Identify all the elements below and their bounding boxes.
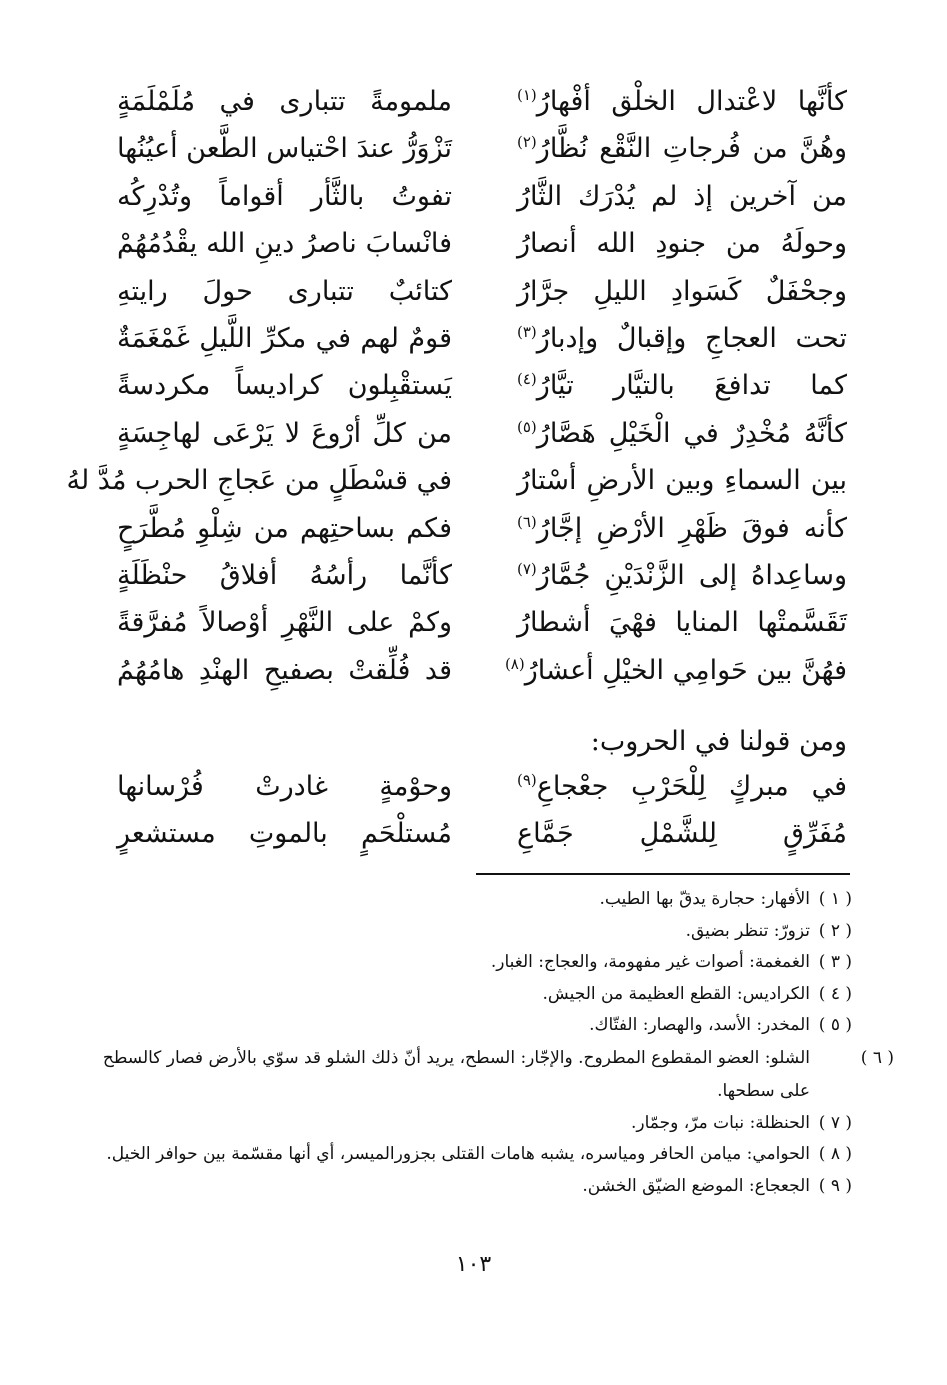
verse-second-hemistich [517, 173, 847, 220]
verse-first-hemistich: تفوتُ بالثَّأر أقواماً وتُدْرِكُه [117, 180, 452, 212]
verse-second-hemistich [504, 647, 847, 694]
verse-second-hemistich [517, 457, 847, 504]
footnote-number: ( ٥ ) [818, 1015, 852, 1035]
verse-second-hemistich [517, 505, 847, 552]
verse-first-hemistich: قومٌ لهم في مكرِّ اللَّيلِ غَمْغَمَةٌ [117, 322, 452, 354]
verse-first-hemistich: فانْسابَ ناصرُ دينِ الله يقْدُمُهُمْ [117, 228, 452, 260]
footnote-text: الحنظلة: نبات مرّ، وجمّار. [631, 1112, 810, 1133]
hemistich-text: تَقَسَّمتْها المنايا فهْيَ أشطارُ [517, 607, 847, 639]
verse-first-hemistich: تَزْوَرُّ عندَ احْتياس الطَّعن أعيُنُها [117, 133, 452, 165]
footnote-text: الشلو: العضو المقطوع المطروح. والإجّار: السطح، يريد أنّ ذلك الشلو قد سوّي بالأرض فصار كالسطح على سطحها. [102, 1047, 810, 1101]
footnote-number: ( ٢ ) [818, 920, 852, 941]
footnote-divider [476, 873, 850, 875]
verse-second-hemistich [517, 315, 847, 362]
verse-first-hemistich: في قسْطَلٍ من عَجاجِ الحرب مُدَّ لهُ [66, 465, 452, 497]
hemistich-text: من آخرين إذ لم يُدْرَك الثَّارُ [517, 180, 847, 212]
verse-line [0, 457, 947, 504]
footnote-marker: (٤) [517, 370, 537, 389]
footnote-item [92, 1108, 852, 1140]
footnote-marker: (٢) [517, 133, 537, 152]
verse-line [0, 552, 947, 599]
verse-first-hemistich: من كلِّ أرْوعَ لا يَرْعَى لهاجِسَةٍ [117, 417, 452, 449]
verse-line [0, 125, 947, 172]
verse-first-hemistich: كأنَّما رأسُهُ أفلاقُ حنْظَلَةٍ [117, 559, 452, 591]
verse-line [0, 599, 947, 646]
verse-first-hemistich: كتائبٌ تتبارى حولَ رايتهِ [117, 275, 452, 307]
verse-line [0, 315, 947, 362]
section-intro: ومن قولنا في الحروب: [590, 726, 847, 757]
hemistich-text: وساعِداهُ إلى الزَّنْدَيْنِ جُمَّارُ [536, 559, 847, 591]
verse-first-hemistich: وكمْ على النَّهْرِ أوْصالاً مُفرَّقةً [117, 607, 452, 639]
verse-line [0, 362, 947, 409]
footnote-text: الأفهار: حجارة يدقّ بها الطيب. [599, 889, 810, 909]
hemistich-text: وحولَهُ من جنودِ الله أنصارُ [517, 228, 847, 260]
verse-line [0, 410, 947, 457]
verse-line [0, 78, 947, 125]
verse-first-hemistich: فكم بساحتِهم من شِلْوِ مُطَّرَحٍ [117, 512, 452, 544]
footnote-marker: (٩) [517, 771, 537, 789]
poem-block [0, 78, 947, 694]
footnote-number: ( ٩ ) [818, 1175, 852, 1196]
hemistich-text: تحت العجاجِ وإقبالٌ وإدبارُ [536, 322, 847, 354]
footnote-marker: (٦) [517, 512, 537, 531]
footnotes-block [92, 884, 894, 1202]
footnote-item [92, 884, 852, 916]
footnote-text: الكراديس: القطع العظيمة من الجيش. [542, 983, 810, 1004]
footnote-text: تزورّ: تنظر بضيق. [685, 920, 810, 941]
verse-second-hemistich [517, 763, 847, 810]
footnote-number: ( ٧ ) [818, 1112, 852, 1133]
footnote-number: ( ٣ ) [818, 952, 852, 972]
footnote-marker: (١) [517, 86, 537, 104]
verse-line [0, 268, 947, 315]
footnote-text: المخدر: الأسد، والهصار: الفتّاك. [589, 1015, 810, 1035]
hemistich-text: كما تدافعَ بالتيَّار تيَّارُ [536, 370, 847, 402]
verse-line [0, 220, 947, 267]
verse-second-hemistich [517, 810, 847, 857]
verse-second-hemistich [517, 599, 847, 646]
verse-first-hemistich: وحوْمةٍ غادرتْ فُرْسانها [117, 771, 452, 802]
hemistich-text: بين السماءِ وبين الأرضِ أسْتارُ [517, 465, 847, 497]
verse-first-hemistich: ملمومةً تتبارى في مُلَمْلَمَةٍ [117, 86, 452, 117]
verse-second-hemistich [517, 220, 847, 267]
hemistich-text: مُفَرِّقٍ لِلشَّمْلِ جَمَّاعِ [517, 818, 847, 850]
footnote-marker: (٣) [517, 322, 537, 341]
hemistich-text: وجحْفَلٌ كَسَوادِ الليلِ جرَّارُ [517, 275, 847, 307]
footnote-item [92, 1139, 852, 1171]
footnote-text: الجعجاع: الموضع الضيّق الخشن. [582, 1175, 810, 1196]
hemistich-text: وهُنَّ من فُرجاتِ النَّقْع نُظَّارُ [536, 133, 847, 165]
footnote-number: ( ١ ) [818, 889, 852, 909]
footnote-item [92, 1042, 894, 1108]
hemistich-text: كأنه فوقَ ظَهْرِ الأرْضِ إجَّارُ [536, 512, 847, 544]
verse-line [0, 810, 947, 857]
verse-second-hemistich [517, 552, 847, 599]
verse-second-hemistich [517, 362, 847, 409]
footnote-marker: (٥) [517, 417, 537, 436]
verse-line [0, 173, 947, 220]
footnote-marker: (٧) [517, 559, 537, 578]
verse-line [0, 505, 947, 552]
footnote-text: الغمغمة: أصوات غير مفهومة، والعجاج: الغبار. [490, 952, 810, 972]
hemistich-text: في مبركٍ لِلْحَرْبِ جعْجاعِ [536, 771, 847, 802]
footnote-item [92, 947, 852, 979]
verse-line [0, 647, 947, 694]
footnote-item [92, 1171, 852, 1203]
footnote-item [92, 1010, 852, 1042]
footnote-text: الحوامي: ميامن الحافر ومياسره، يشبه هامات القتلى بجزورالميسر، أي أنها مقسّمة بين حوافر الخيل. [106, 1144, 810, 1164]
hemistich-text: كأنَّهُ مُخْدِرٌ في الْخَيْلِ هَصَّارُ [536, 417, 847, 449]
verse-first-hemistich: يَستقْبِلون كراديساً مكردسةً [117, 370, 452, 402]
footnote-item [92, 916, 852, 948]
verse-second-hemistich [517, 410, 847, 457]
verse-first-hemistich: قد فُلِّقتْ بصفيحِ الهنْدِ هامُهُمُ [117, 654, 452, 686]
hemistich-text: كأنَّها لاعْتدال الخلْق أفْهارُ [536, 86, 847, 117]
footnote-number: ( ٨ ) [818, 1144, 852, 1164]
footnote-item [92, 979, 852, 1011]
page-number: ١٠٣ [455, 1252, 492, 1277]
verse-second-hemistich [517, 125, 847, 172]
footnote-number: ( ٦ ) [860, 1047, 894, 1068]
footnote-marker: (٨) [504, 654, 525, 673]
poem2-block [0, 763, 947, 858]
verse-second-hemistich [517, 268, 847, 315]
verse-line [0, 763, 947, 810]
verse-first-hemistich: مُستلْحَمٍ بالموتِ مستشعرٍ [117, 818, 452, 850]
verse-second-hemistich [517, 78, 847, 125]
footnote-number: ( ٤ ) [818, 983, 852, 1004]
hemistich-text: فهُنَّ بين حَوامِي الخيْلِ أعشارُ [524, 654, 847, 686]
